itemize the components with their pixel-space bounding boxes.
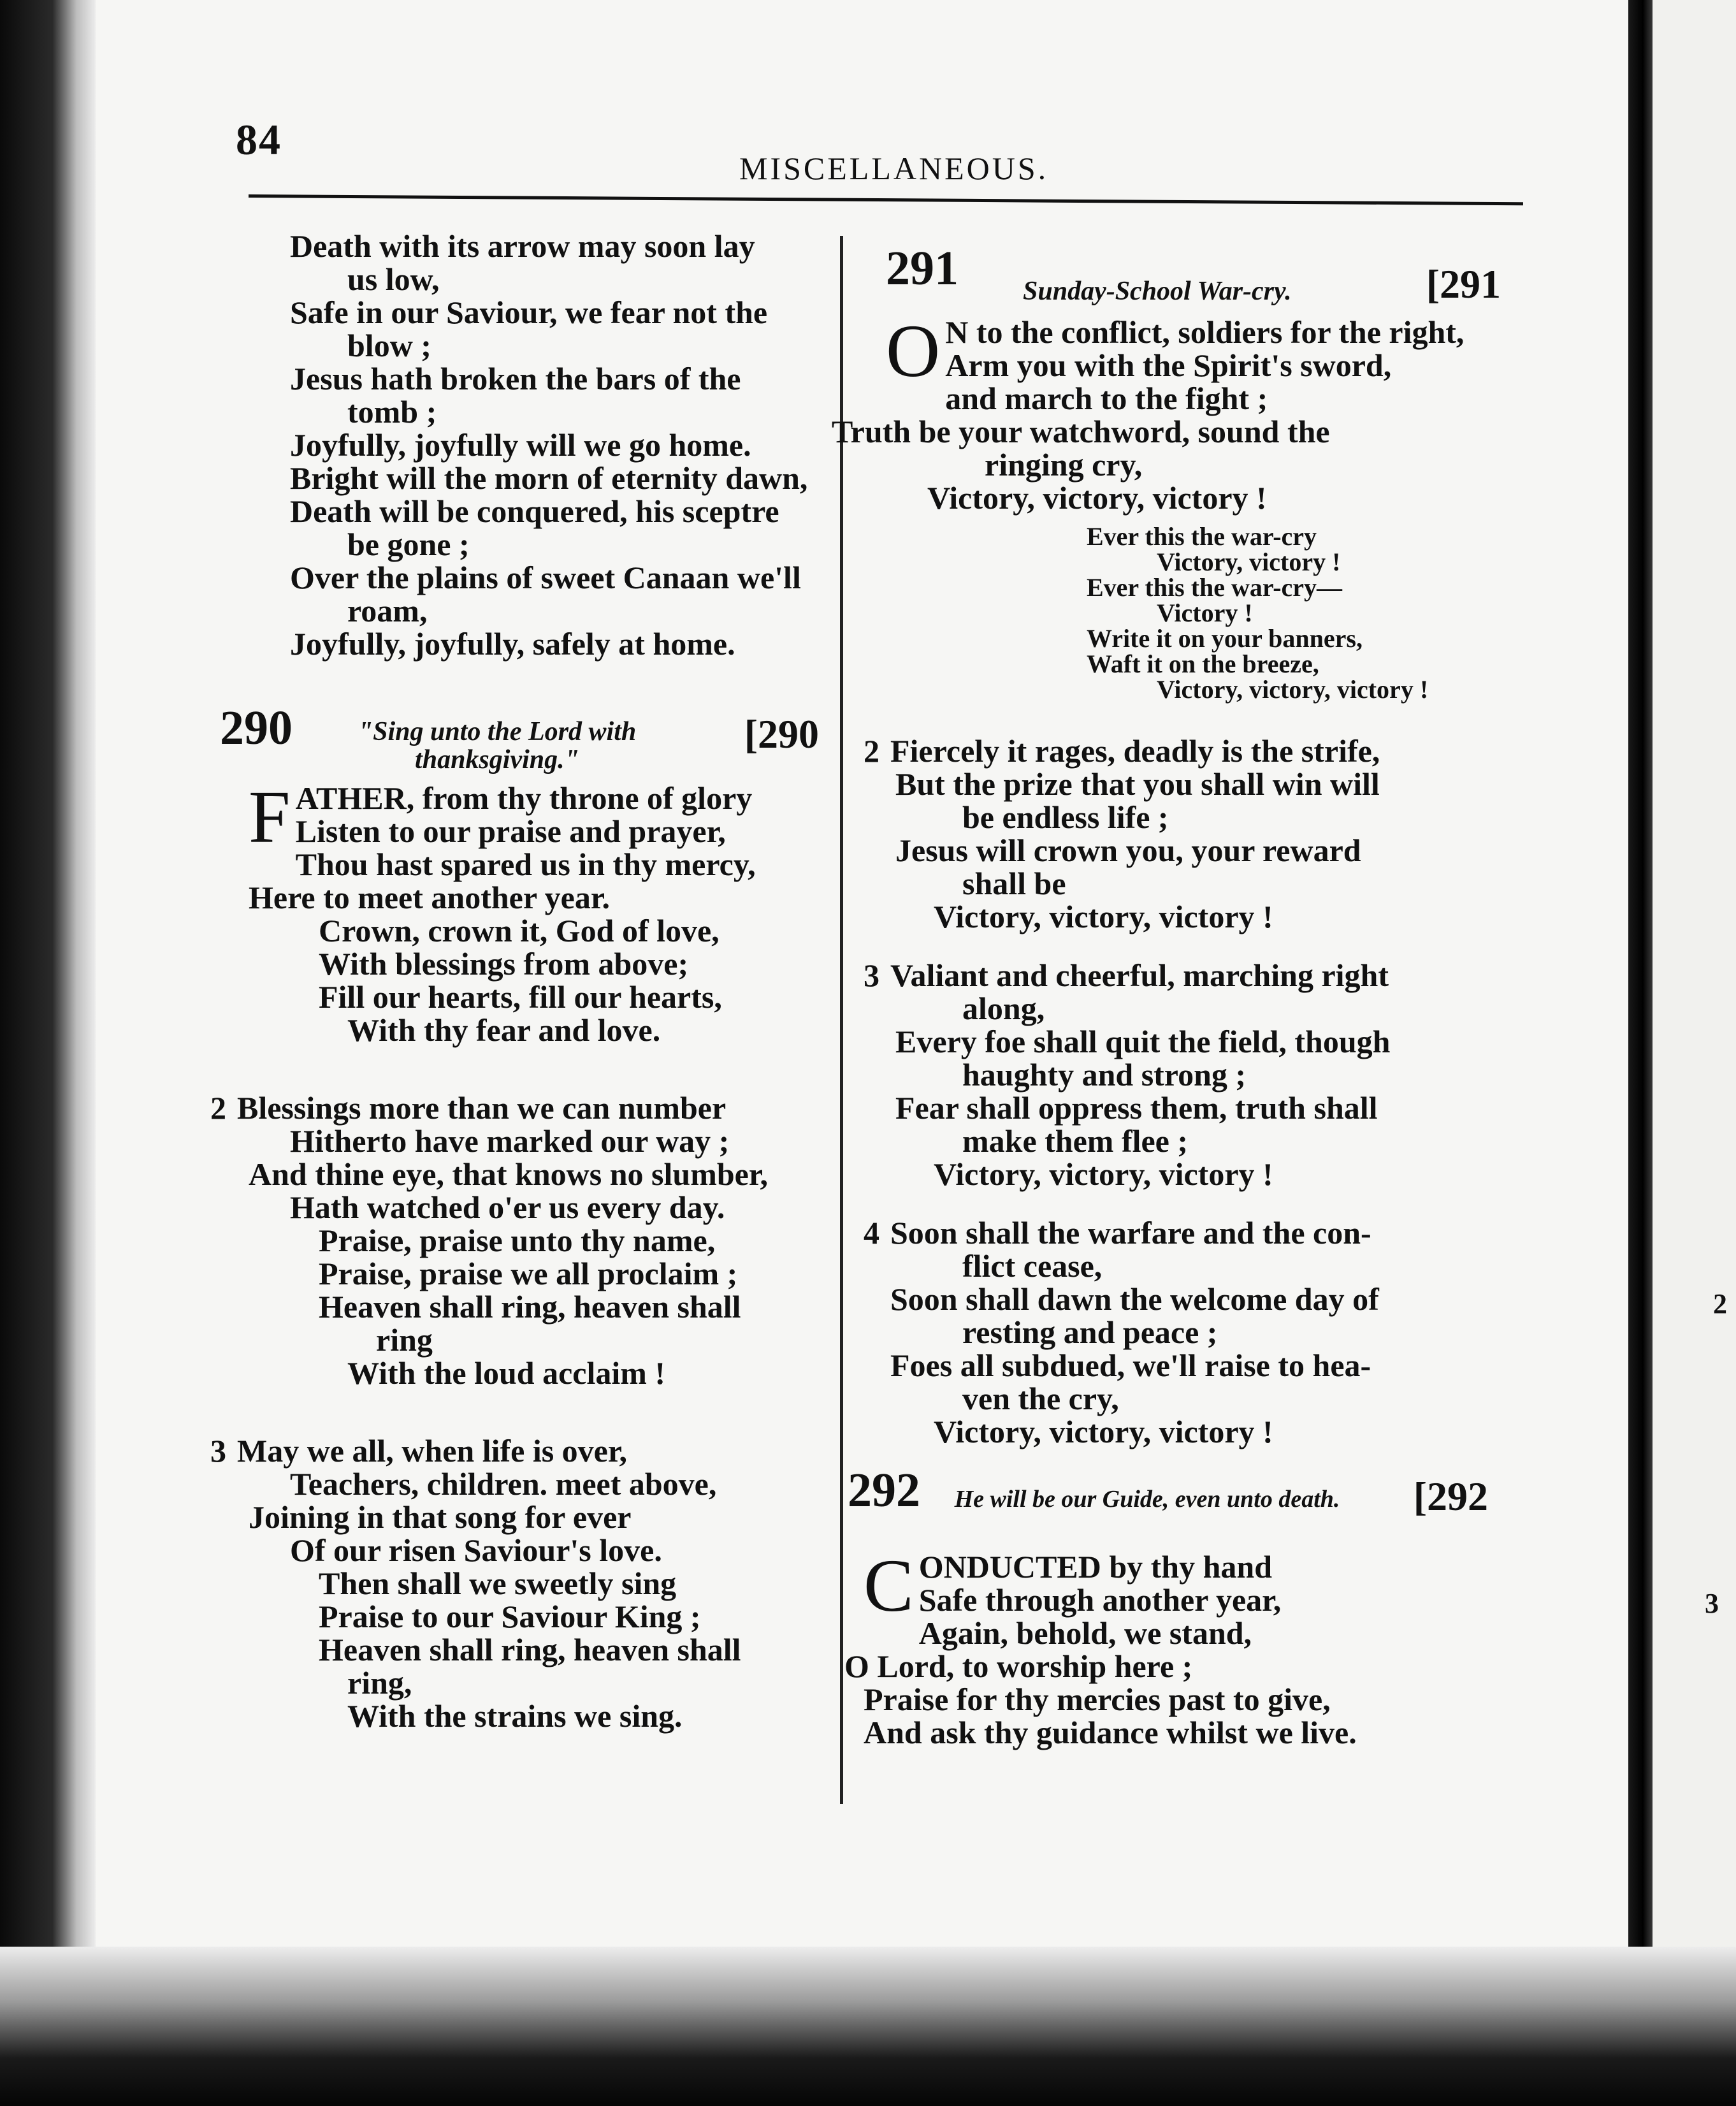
hymn-title: "Sing unto the Lord with thanksgiving." [358,717,637,774]
verse-line [210,1434,816,1467]
verse-line: And thine eye, that knows no slumber, [249,1156,768,1192]
verse-line [864,734,1501,767]
verse-line: Joyfully, joyfully will we go home. [290,427,751,463]
verse-text: Valiant and cheerful, marching right [890,957,1389,993]
verse-line: ringing cry, [985,447,1143,483]
verse-line: resting and peace ; [962,1314,1218,1350]
verse-line: Praise, praise we all proclaim ; [319,1256,738,1291]
verse-line: flict cease, [962,1248,1103,1284]
hymn-292-stanza-1 [844,1544,1501,1750]
verse-line: blow ; [347,328,431,363]
left-column [210,228,819,1734]
hymn-number: 291 [886,242,958,295]
hymn-290-stanza-1 [249,775,816,1048]
verse-line: Arm you with the Spirit's sword, [945,347,1392,383]
verse-line: N to the conflict, soldiers for the right, [945,314,1465,350]
hymn-number-right: [290 [744,711,819,757]
drop-cap: C [864,1544,914,1627]
verse-line: Jesus will crown you, your reward [895,832,1361,868]
verse-line: us low, [347,261,440,297]
page-number: 84 [236,115,282,164]
hymn-number-right: [291 [1426,261,1501,307]
verse-line: Thou hast spared us in thy mercy, [295,846,756,882]
verse-text: Blessings more than we can number [237,1090,727,1126]
refrain-line: Ever this the war-cry [1087,522,1317,551]
next-page-strip [1653,0,1736,2106]
verse-line: Safe through another year, [918,1582,1282,1618]
verse-line: With the loud acclaim ! [347,1355,666,1391]
verse-line: Here to meet another year. [249,880,610,915]
stanza-number: 2 [864,733,879,769]
verse-line: Safe in our Saviour, we fear not the [290,294,768,330]
refrain-line: Waft it on the breeze, [1087,650,1319,678]
verse-line: make them flee ; [962,1123,1189,1159]
verse-line: be endless life ; [962,799,1169,835]
refrain-line: Victory, victory, victory ! [1157,675,1429,704]
hymn-title: Sunday-School War-cry. [1023,277,1292,306]
scan-left-edge [0,0,96,2106]
verse-line: Fill our hearts, fill our hearts, [319,979,722,1015]
verse-line: Again, behold, we stand, [918,1615,1252,1651]
running-head: MISCELLANEOUS. [739,150,1049,186]
verse-line: Of our risen Saviour's love. [290,1532,662,1568]
hymn-291-stanza-2 [864,734,1501,933]
verse-line: roam, [347,593,428,628]
verse-line: Over the plains of sweet Canaan we'll [290,560,801,595]
column-rule [840,236,843,1804]
stanza-number: 3 [864,957,879,993]
verse-line: ONDUCTED by thy hand [918,1549,1273,1585]
hymn-title: He will be our Guide, even unto death. [954,1486,1340,1513]
verse-line: Teachers, children. meet above, [290,1466,717,1502]
verse-line: tomb ; [347,394,437,430]
next-page-fragment: 2 [1713,1288,1727,1319]
verse-line: Then shall we sweetly sing [319,1565,677,1601]
verse-text: May we all, when life is over, [237,1433,627,1469]
verse-line: And ask thy guidance whilst we live. [864,1715,1357,1750]
verse-line: Victory, victory, victory ! [934,1156,1273,1192]
verse-line: Joining in that song for ever [249,1499,632,1535]
verse-line: Foes all subdued, we'll raise to hea- [890,1347,1371,1383]
verse-line: Joyfully, joyfully, safely at home. [290,626,735,662]
stanza-number: 2 [210,1090,226,1126]
verse-text: Fiercely it rages, deadly is the strife, [890,733,1380,769]
verse-line: haughty and strong ; [962,1057,1247,1093]
verse-line: With thy fear and love. [347,1012,661,1048]
verse-line: Hath watched o'er us every day. [290,1189,725,1225]
verse-line: With blessings from above; [319,946,689,982]
verse-line: Praise, praise unto thy name, [319,1223,716,1258]
verse-line: Heaven shall ring, heaven shall [319,1632,741,1667]
verse-line: Every foe shall quit the field, though [895,1024,1391,1059]
scan-bottom-edge [0,1947,1736,2106]
hymn-291-stanza-1 [832,309,1501,516]
verse-line: Praise to our Saviour King ; [319,1599,701,1634]
verse-line: Listen to our praise and prayer, [295,813,726,849]
refrain-line: Victory, victory ! [1157,548,1341,576]
hymn-290-stanza-3 [210,1433,816,1734]
verse-line: Soon shall dawn the welcome day of [890,1281,1379,1317]
verse-line: Crown, crown it, God of love, [319,913,720,948]
verse-line [864,959,1501,992]
verse-line: ring [376,1322,433,1358]
verse-line: Death with its arrow may soon lay [290,228,755,264]
refrain-line: Victory ! [1157,599,1253,627]
verse-line: shall be [962,866,1066,901]
verse-line [864,1216,1501,1249]
hymn-290-header [220,701,819,781]
verse-line: Heaven shall ring, heaven shall [319,1289,741,1325]
hymn-291-stanza-3 [864,959,1501,1191]
hymn-291-header [864,242,1501,316]
verse-line: ven the cry, [962,1381,1119,1416]
verse-line: be gone ; [347,526,470,562]
hymn-number: 292 [848,1463,920,1517]
refrain-line: Write it on your banners, [1087,624,1363,653]
book-gutter [1628,0,1653,2106]
verse-line: Hitherto have marked our way ; [290,1123,730,1159]
refrain-line: Ever this the war-cry— [1087,573,1343,602]
verse-line [210,1091,816,1124]
hymn-291-stanza-4 [864,1216,1501,1448]
verse-line: Truth be your watchword, sound the [832,414,1330,449]
next-page-fragment: 3 [1705,1588,1719,1619]
verse-line: and march to the fight ; [945,381,1268,416]
right-column [832,242,1501,1750]
verse-line: Bright will the morn of eternity dawn, [290,460,808,496]
verse-line: along, [962,991,1045,1026]
verse-line: Praise for thy mercies past to give, [864,1681,1331,1717]
hymn-number-right: [292 [1413,1474,1488,1519]
verse-text: Soon shall the warfare and the con- [890,1215,1371,1251]
hymn-292-header [848,1463,1501,1550]
verse-line: ATHER, from thy throne of glory [295,780,753,816]
verse-line: O Lord, to worship here ; [844,1648,1193,1684]
verse-line: Victory, victory, victory ! [927,480,1267,516]
verse-line: Victory, victory, victory ! [934,1414,1273,1449]
verse-line: Victory, victory, victory ! [934,899,1273,934]
stanza-number: 3 [210,1433,226,1469]
verse-line: But the prize that you shall win will [895,766,1380,802]
hymn-291-refrain [864,524,1501,702]
verse-line: ring, [347,1665,412,1701]
drop-cap: F [249,775,291,859]
continuation-stanza [249,229,816,660]
hymn-290-stanza-2 [210,1090,816,1391]
hymn-number: 290 [220,701,293,755]
stanza-number: 4 [864,1215,879,1251]
verse-line: Jesus hath broken the bars of the [290,361,741,396]
verse-line: Fear shall oppress them, truth shall [895,1090,1378,1126]
drop-cap: O [886,309,941,393]
verse-line: Death will be conquered, his sceptre [290,493,779,529]
verse-line: With the strains we sing. [347,1698,683,1734]
